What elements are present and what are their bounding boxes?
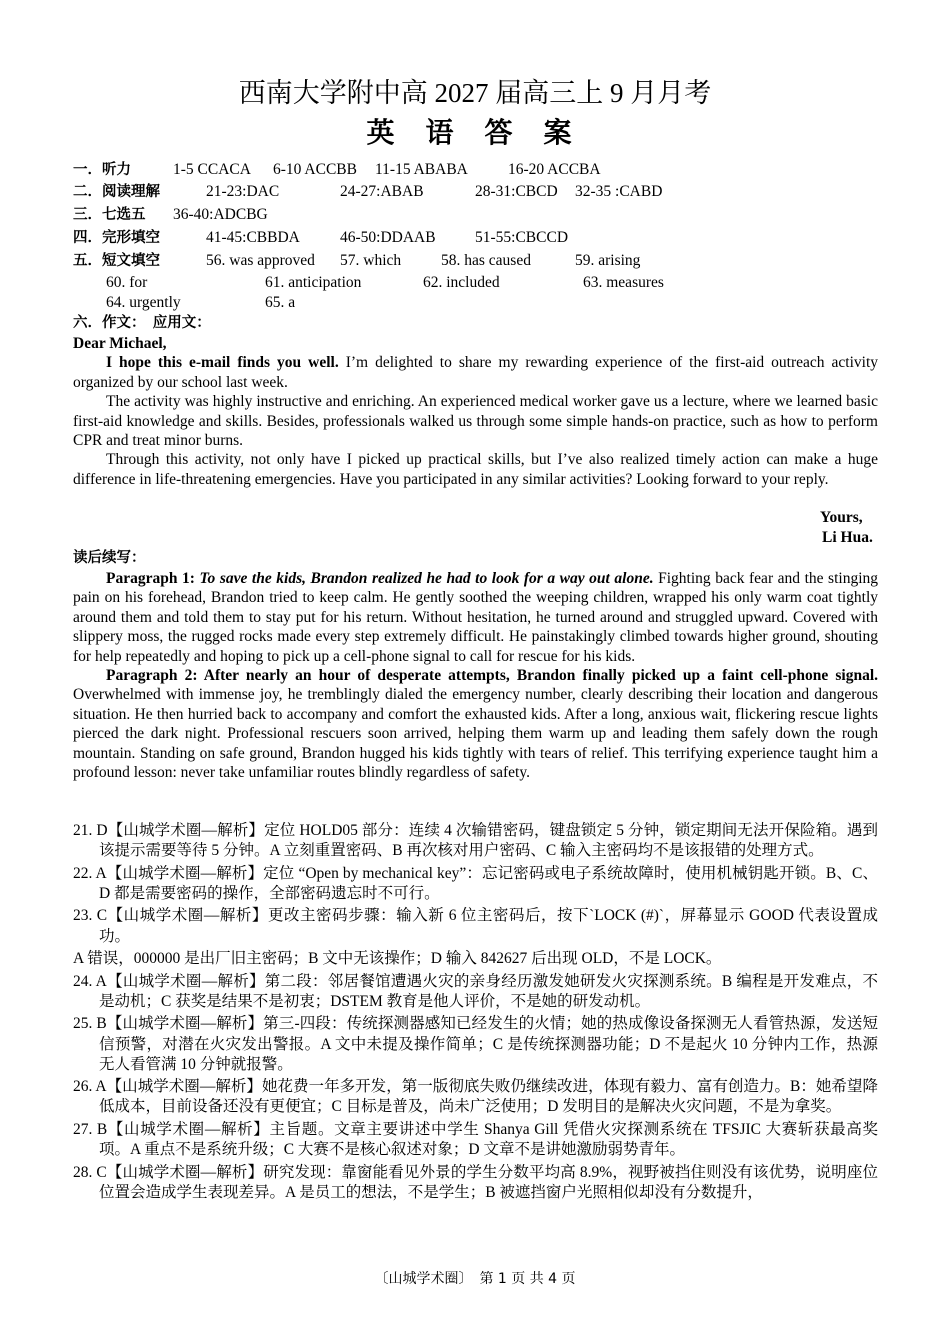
answer-item: 1-5 CCACA bbox=[173, 161, 251, 178]
section-label: 一．听力 bbox=[73, 162, 131, 178]
explanation-item: 25. B【山城学术圈—解析】第三-四段：传统探测器感知已经发生的火情；她的热成像设备探测无人看管热源，发送短信预警，对潜在火灾发出警报。A 文中未提及操作简单；C 是传统探测器功能；D 不是起火 10 分钟内工作，热源无人看管满 10 分钟就报警。 bbox=[73, 1015, 878, 1073]
letter-paragraph-3: Through this activity, not only have I picked up practical skills, but I’ve also realized timely action can make a huge difference in life-threatening emergencies. Have you participated in any similar activities? Looking forward to your reply. bbox=[73, 451, 878, 488]
answer-item: 41-45:CBBDA bbox=[206, 229, 300, 246]
paragraph-lead: To save the kids, Brandon realized he had to look for a way out alone. bbox=[199, 570, 654, 587]
explanation-item: 24. A【山城学术圈—解析】第二段：邻居餐馆遭遇火灾的亲身经历激发她研发火灾探测系统。B 编程是开发难点，不是动机；C 获奖是结果不是初衷；DSTEM 教育是他人评价，不是她的研发动机。 bbox=[73, 972, 878, 1010]
answer-item: 6-10 ACCBB bbox=[273, 161, 357, 178]
continuation-header: 读后续写： bbox=[73, 550, 146, 566]
paragraph-lead: Paragraph 2: After nearly an hour of desperate attempts, Brandon finally picked up a faint cell-phone signal. bbox=[106, 667, 878, 685]
answer-item: 28-31:CBCD bbox=[475, 183, 558, 200]
paragraph-text: Fighting back fear and the stinging pain on his forehead, Brandon tried to keep calm. He gently soothed the weeping children, wrapped his only warm coat tightly around them and told them to stay put for his return. Without hesitation, he turned around and struggled upward. Covered with slippery moss, the rugged rocks made every step extremely difficult. He painstakingly climbed towards higher ground, shouting for help repeatedly and hoping to pick up a cell-phone signal to call for rescue for his kids. bbox=[73, 570, 879, 665]
answer-item: 59. arising bbox=[575, 252, 641, 269]
answer-item: 11-15 ABABA bbox=[375, 161, 468, 178]
letter-greeting: Dear Michael, bbox=[73, 335, 167, 352]
page-footer: 〔山城学术圈〕 第 1 页 共 4 页 bbox=[374, 1271, 576, 1287]
explanation-item: 27. B【山城学术圈—解析】主旨题。文章主要讲述中学生 Shanya Gill 凭借火灾探测系统在 TFSJIC 大赛斩获最高奖项。A 重点不是系统升级；C 大赛不是核心叙述对象；D 文章不是讲她激励弱势青年。 bbox=[73, 1120, 878, 1159]
section-label: 三．七选五 bbox=[73, 207, 146, 223]
answer-item: 21-23:DAC bbox=[206, 183, 280, 200]
answer-item: 24-27:ABAB bbox=[340, 183, 424, 200]
section-label: 五．短文填空 bbox=[73, 253, 160, 269]
continuation-essay bbox=[73, 569, 878, 782]
document-subtitle: 英 语 答 案 bbox=[366, 118, 584, 149]
continuation-paragraph-2 bbox=[73, 666, 878, 782]
answer-item: 57. which bbox=[340, 252, 402, 269]
answer-item: 64. urgently bbox=[106, 294, 181, 311]
paragraph-label: Paragraph 1: bbox=[106, 570, 195, 587]
answer-item: 60. for bbox=[106, 274, 148, 291]
answer-item: 16-20 ACCBA bbox=[508, 161, 601, 178]
answer-item: 61. anticipation bbox=[265, 274, 362, 291]
section-label: 二．阅读理解 bbox=[73, 184, 160, 200]
answer-item: 62. included bbox=[423, 274, 500, 291]
explanation-item: 28. C【山城学术圈—解析】研究发现：靠窗能看见外景的学生分数平均高 8.9%，视野被挡住则没有该优势，说明座位位置会造成学生表现差异。A 是员工的想法，不是学生；B 被遮挡窗户光照相似却没有分数提升， bbox=[73, 1163, 878, 1201]
explanation-item: 26. A【山城学术圈—解析】她花费一年多开发，第一版彻底失败仍继续改进，体现有毅力、富有创造力。B：她希望降低成本，目前设备还没有更便宜；C 目标是普及，尚未广泛使用；D 发明目的是解决火灾问题，不是为拿奖。 bbox=[73, 1078, 878, 1116]
answer-item: 36-40:ADCBG bbox=[173, 206, 268, 223]
answer-item: 56. was approved bbox=[206, 252, 315, 269]
answer-item: 65. a bbox=[265, 294, 296, 311]
letter-closing: Yours, bbox=[820, 509, 863, 526]
answer-item: 46-50:DDAAB bbox=[340, 229, 436, 246]
paragraph-text: Overwhelmed with immense joy, he tremblingly dialed the emergency number, clearly describing their location and dangerous situation. He then hurried back to accompany and comfort the exhausted kids. After a long, anxious wait, flickering rescue lights pierced the dark night. Professional rescuers soon arrived, helping them warm up and leading them safely down the rough mountain. Standing on safe ground, Brandon hugged his kids tightly with tears of relief. This terrifying experience taught him a profound lesson: never take unfamiliar routes blindly regardless of safety. bbox=[73, 686, 878, 782]
explanation-item: 23. C【山城学术圈—解析】更改主密码步骤：输入新 6 位主密码后，按下`LOCK (#)`，屏幕显示 GOOD 代表设置成功。 bbox=[73, 907, 878, 945]
section-label: 四．完形填空 bbox=[73, 230, 160, 246]
writing-header: 六．作文： 应用文： bbox=[73, 315, 211, 331]
letter-signature: Li Hua. bbox=[822, 529, 873, 546]
explanation-item: 21. D【山城学术圈—解析】定位 HOLD05 部分：连续 4 次输错密码，键盘锁定 5 分钟，锁定期间无法开保险箱。遇到该提示需要等待 5 分钟。A 立刻重置密码、B 再次核对用户密码、C 输入主密码均不是该报错的处理方式。 bbox=[73, 822, 878, 860]
explanation-item: 22. A【山城学术圈—解析】定位 “Open by mechanical key”：忘记密码或电子系统故障时，使用机械钥匙开锁。B、C、D 都是需要密码的操作，全部密码遗忘时不可行。 bbox=[73, 864, 878, 902]
answer-item: 63. measures bbox=[583, 274, 664, 291]
paragraph-text: I’m delighted to share my rewarding experience of the first-aid outreach activity organized by our school last week. bbox=[73, 354, 878, 391]
letter-paragraph-2: The activity was highly instructive and enriching. An experienced medical worker gave us a lecture, where we learned basic first-aid knowledge and skills. Besides, professionals walked us through some simple hands-on practice, such as how to perform CPR and treat minor burns. bbox=[73, 393, 878, 450]
explanation-item: A 错误，000000 是出厂旧主密码；B 文中无该操作；D 输入 842627 后出现 OLD，不是 LOCK。 bbox=[73, 950, 722, 968]
letter-essay bbox=[73, 334, 878, 489]
opening-sentence: I hope this e-mail finds you well. bbox=[106, 354, 339, 372]
answer-item: 32-35 :CABD bbox=[575, 183, 663, 200]
explanations-list bbox=[73, 821, 878, 1205]
answer-item: 51-55:CBCCD bbox=[475, 229, 569, 246]
answer-item: 58. has caused bbox=[441, 252, 531, 269]
letter-paragraph-1 bbox=[73, 353, 878, 392]
continuation-paragraph-1 bbox=[73, 569, 878, 666]
document-title: 西南大学附中高 2027 届高三上 9 月月考 bbox=[238, 78, 712, 108]
